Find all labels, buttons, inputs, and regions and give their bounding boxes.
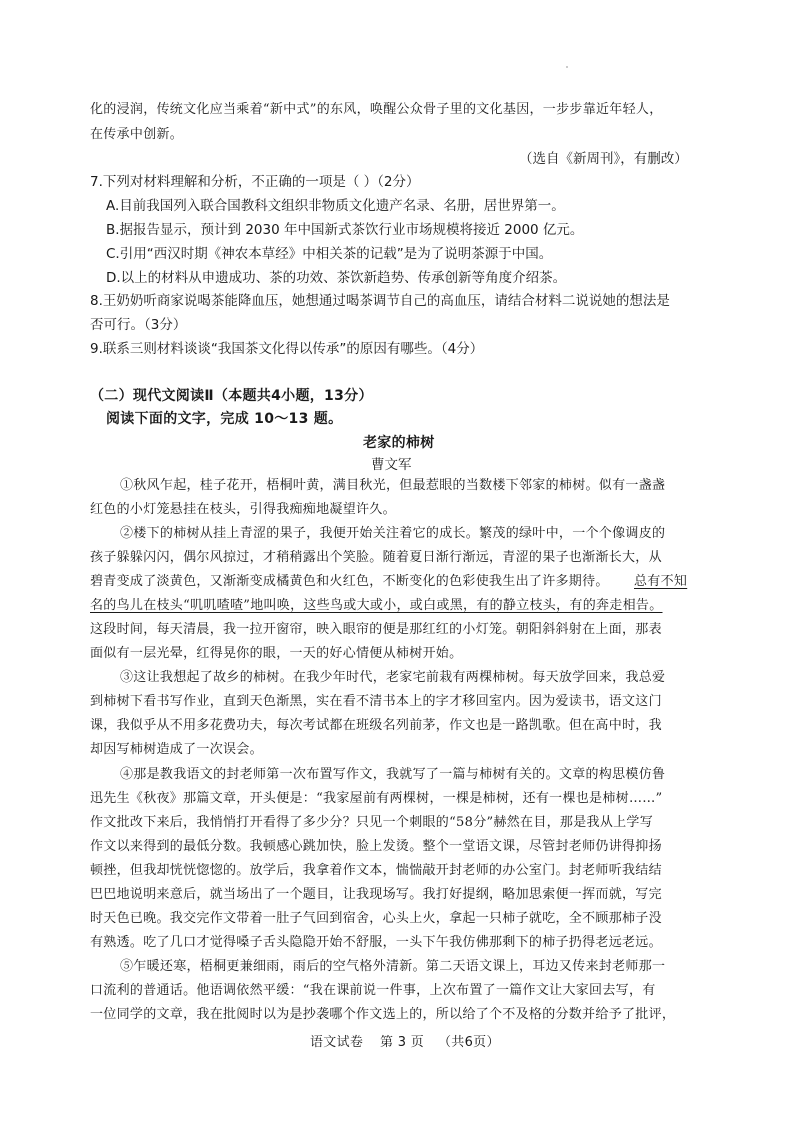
footer-page-number: 第 3 页 xyxy=(380,1035,425,1050)
article-line: 时天色已晚。我交完作文带着一肚子气回到宿舍，心头上火，拿起一只柿子就吃，全不顾那柿子没 xyxy=(90,911,662,926)
article-line: ②楼下的柿树从挂上青涩的果子，我便开始关注着它的成长。繁茂的绿叶中，一个个像调皮的 xyxy=(120,526,666,541)
question-7-option-a: A.目前我国列入联合国教科文组织非物质文化遗产名录、名册，居世界第一。 xyxy=(106,198,565,214)
article-line: 这段时间，每天清晨，我一拉开窗帘，映入眼帘的便是那红红的小灯笼。朝阳斜斜射在上面，那表 xyxy=(90,622,662,637)
material-line: 在传承中创新。 xyxy=(90,127,184,142)
question-8-line: 否可行。（3分） xyxy=(90,317,187,333)
article-line: 口流利的普通话。他语调依然平缓：“我在课前说一件事，上次布置了一篇作文让大家回去写，有 xyxy=(90,983,656,998)
article-line: 碧青变成了淡黄色，又渐渐变成橘黄色和火红色，不断变化的色彩使我生出了许多期待。 xyxy=(90,574,609,589)
article-line: 迅先生《秋夜》那篇文章，开头便是：“我家屋前有两棵树，一棵是柿树，还有一棵也是柿树……” xyxy=(90,791,663,806)
article-line: ①秋风乍起，桂子花开，梧桐叶黄，满目秋光，但最惹眼的当数楼下邻家的柿树。似有一盏盏 xyxy=(120,478,666,493)
article-author: 曹文军 xyxy=(371,457,412,473)
article-line: 作文批改下来后，我悄悄打开看得了多少分？只见一个刺眼的“58分”赫然在目，那是我从上学写 xyxy=(90,815,654,830)
question-9: 9.联系三则材料谈谈“我国茶文化得以传承”的原因有哪些。（4分） xyxy=(90,341,484,357)
article-line: 一位同学的文章，我在批阅时以为是抄袭哪个作文选上的，所以给了个不及格的分数并给予了批评， xyxy=(90,1007,676,1022)
article-title: 老家的柿树 xyxy=(363,435,435,451)
article-line: ③这让我想起了故乡的柿树。在我少年时代，老家宅前栽有两棵柿树。每天放学回来，我总爱 xyxy=(120,670,666,685)
article-line: ④那是教我语文的封老师第一次布置写作文，我就写了一篇与柿树有关的。文章的构思模仿鲁 xyxy=(120,767,666,782)
question-7-option-d: D.以上的材料从申遗成功、茶的功效、茶饮新趋势、传承创新等角度介绍茶。 xyxy=(106,270,567,286)
question-8-line: 8.王奶奶听商家说喝茶能降血压，她想通过喝茶调节自己的高血压，请结合材料二说说她的想法是 xyxy=(90,293,670,309)
article-line: 作文以来得到的最低分数。我顿感心跳加快，脸上发烫。整个一堂语文课，尽管封老师仍讲得抑扬 xyxy=(90,839,662,854)
article-line: 巴巴地说明来意后，就当场出了一个题目，让我现场写。我打好提纲，略加思索便一挥而就，写完 xyxy=(90,887,662,902)
article-line: ⑤乍暖还寒，梧桐更兼细雨，雨后的空气格外清新。第二天语文课上，耳边又传来封老师那一 xyxy=(120,959,666,974)
question-7-option-b: B.据报告显示，预计到 2030 年中国新式茶饮行业市场规模将接近 2000 亿元。 xyxy=(106,222,584,238)
article-line: 顿挫，但我却恍恍惚惚的。放学后，我拿着作文本，惴惴敲开封老师的办公室门。封老师听我结结 xyxy=(90,863,662,878)
section-instruction: 阅读下面的文字，完成 10～13 题。 xyxy=(106,411,343,427)
scan-speck xyxy=(566,66,568,68)
question-7-stem: 7.下列对材料理解和分析，不正确的一项是（ ）（2分） xyxy=(90,174,420,190)
question-7-option-c: C.引用“西汉时期《神农本草经》中相关茶的记载”是为了说明茶源于中国。 xyxy=(106,246,553,262)
article-line: 到柿树下看书写作业，直到天色渐黑，实在看不清书本上的字才移回室内。因为爱读书，语文这门 xyxy=(90,694,662,709)
source-citation: （选自《新周刊》，有删改） xyxy=(519,151,688,167)
article-line: 有熟透。吃了几口才觉得嗓子舌头隐隐开始不舒服，一头下午我仿佛那剩下的柿子扔得老远老远。 xyxy=(90,935,662,950)
underlined-sentence: 总有不知 xyxy=(634,574,688,589)
material-line: 化的浸润，传统文化应当乘着“新中式”的东风，唤醒公众骨子里的文化基因，一步步靠近年轻人， xyxy=(90,102,663,117)
article-line: 面似有一层光晕，红得晃你的眼，一天的好心情便从柿树开始。 xyxy=(90,646,463,661)
article-line: 课，我似乎从不用多花费功夫，每次考试都在班级名列前茅，作文也是一路凯歌。但在高中时，我 xyxy=(90,718,662,733)
article-line: 红色的小灯笼悬挂在枝头，引得我痴痴地凝望许久。 xyxy=(90,502,396,517)
article-line: 孩子躲躲闪闪，偶尔风掠过，才稍稍露出个笑脸。随着夏日渐行渐远，青涩的果子也渐渐长大，从 xyxy=(90,550,662,565)
section-heading: （二）现代文阅读Ⅱ（本题共4小题，13分） xyxy=(90,388,373,404)
article-line: 却因写柿树造成了一次误会。 xyxy=(90,742,263,757)
footer-total-pages: （共6页） xyxy=(438,1035,500,1050)
footer-subject: 语文试卷 xyxy=(310,1035,364,1050)
underlined-sentence: 名的鸟儿在枝头“叽叽喳喳”地叫唤，这些鸟或大或小，或白或黑，有的静立枝头，有的奔走相告。 xyxy=(90,598,663,613)
